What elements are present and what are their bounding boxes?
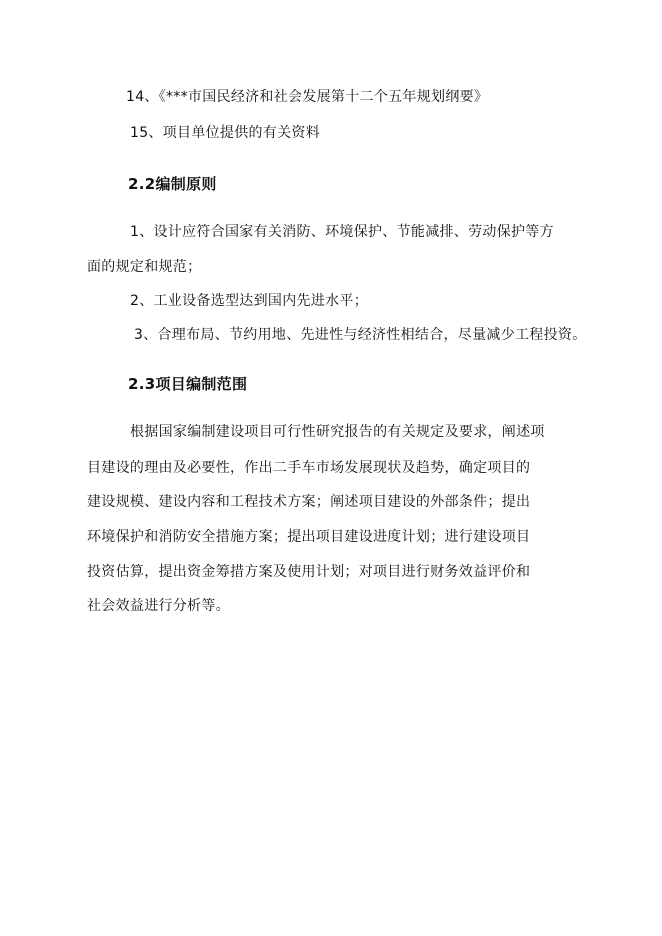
principle-3: 3、合理布局、节约用地、先进性与经济性相结合，尽量减少工程投资。 — [134, 327, 587, 343]
list-item-14: 14、《***市国民经济和社会发展第十二个五年规划纲要》 — [126, 89, 489, 105]
section-heading-2-3: 2.3项目编制范围 — [128, 375, 248, 393]
scope-paragraph-line: 根据国家编制建设项目可行性研究报告的有关规定及要求，阐述项 — [130, 424, 545, 440]
scope-paragraph-line: 社会效益进行分析等。 — [87, 598, 230, 614]
scope-paragraph-line: 建设规模、建设内容和工程技术方案；阐述项目建设的外部条件；提出 — [87, 494, 531, 510]
principle-1-line-1: 1、设计应符合国家有关消防、环境保护、节能减排、劳动保护等方 — [130, 224, 554, 240]
principle-2: 2、工业设备选型达到国内先进水平； — [130, 293, 369, 309]
scope-paragraph-line: 投资估算，提出资金筹措方案及使用计划；对项目进行财务效益评价和 — [87, 564, 531, 580]
principle-1-line-2: 面的规定和规范； — [87, 259, 202, 275]
list-item-15: 15、项目单位提供的有关资料 — [130, 125, 321, 141]
scope-paragraph-line: 环境保护和消防安全措施方案；提出项目建设进度计划；进行建设项目 — [87, 529, 531, 545]
scope-paragraph-line: 目建设的理由及必要性，作出二手车市场发展现状及趋势，确定项目的 — [87, 460, 531, 476]
section-heading-2-2: 2.2编制原则 — [128, 175, 217, 193]
